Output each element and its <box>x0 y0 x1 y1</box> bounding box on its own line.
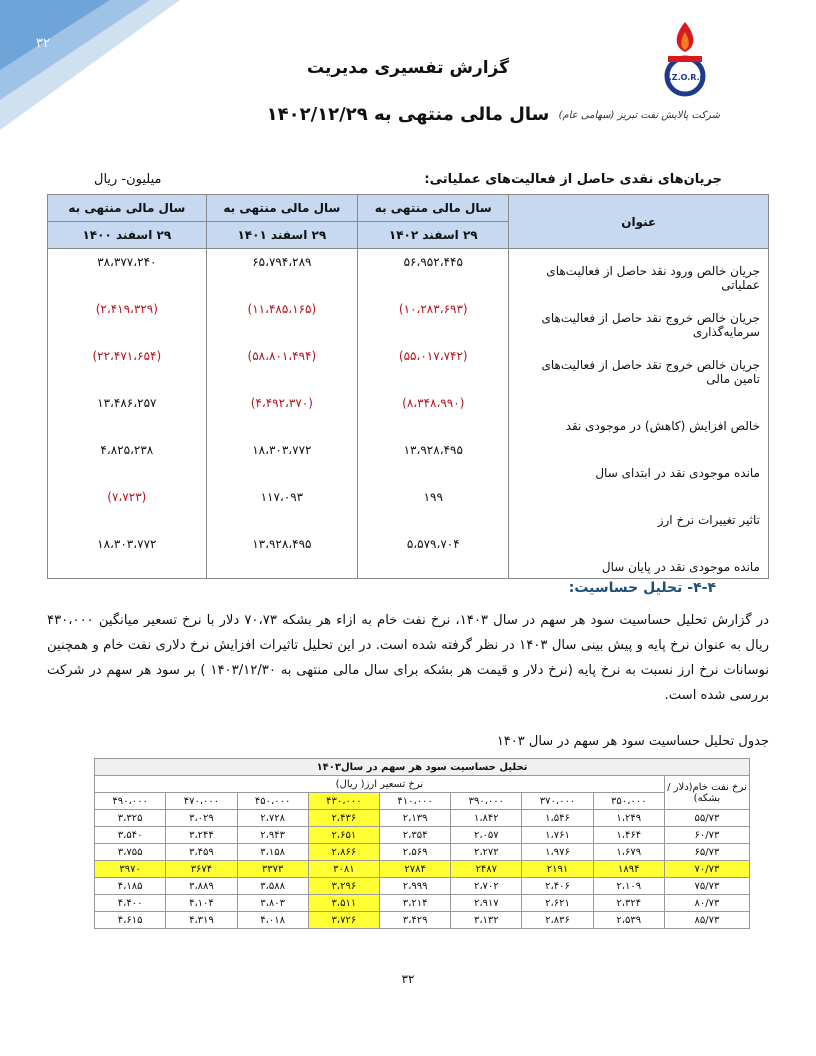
value-1402: (۱۰،۲۸۳،۶۹۳) <box>358 296 509 343</box>
value-1401: ۶۵،۷۹۴،۲۸۹ <box>206 249 357 297</box>
eps-cell: ۲،۳۲۴ <box>593 895 664 912</box>
value-1401: ۱۱۷،۰۹۳ <box>206 484 357 531</box>
eps-cell: ۴،۴۰۰ <box>95 895 166 912</box>
col-1400-header-line2: ۲۹ اسفند ۱۴۰۰ <box>48 222 207 249</box>
value-1402: ۱۳،۹۲۸،۴۹۵ <box>358 437 509 484</box>
fx-rate-cell: ۳۹۰،۰۰۰ <box>451 793 522 810</box>
sensitivity-row <box>95 861 750 878</box>
eps-cell: ۲،۴۰۶ <box>522 878 593 895</box>
row-label: جریان خالص خروج نقد حاصل از فعالیت‌های سرمایه‌گذاری <box>509 296 769 343</box>
eps-cell: ۲،۱۳۹ <box>379 810 450 827</box>
value-1402: ۵،۵۷۹،۷۰۴ <box>358 531 509 579</box>
col-1402-header-line2: ۲۹ اسفند ۱۴۰۲ <box>358 222 509 249</box>
eps-cell: ۲،۸۶۶ <box>308 844 379 861</box>
eps-cell: ۳،۱۳۲ <box>451 912 522 929</box>
eps-cell: ۳،۵۴۰ <box>95 827 166 844</box>
col-title-header: عنوان <box>509 195 769 249</box>
eps-cell: ۴،۶۱۵ <box>95 912 166 929</box>
fx-rate-header: نرخ تسعیر ارز( ریال) <box>95 776 665 793</box>
eps-cell: ۳۰۸۱ <box>308 861 379 878</box>
eps-cell: ۲،۹۱۷ <box>451 895 522 912</box>
row-label: خالص افزایش (کاهش) در موجودی نقد <box>509 390 769 437</box>
eps-cell: ۱،۷۶۱ <box>522 827 593 844</box>
eps-cell: ۲،۹۴۳ <box>237 827 308 844</box>
sensitivity-table-caption: جدول تحلیل حساسیت سود هر سهم در سال ۱۴۰۳ <box>496 734 769 749</box>
value-1401: ۱۳،۹۲۸،۴۹۵ <box>206 531 357 579</box>
eps-cell: ۲،۵۳۹ <box>593 912 664 929</box>
value-1402: (۸،۳۴۸،۹۹۰) <box>358 390 509 437</box>
eps-cell: ۱،۶۷۹ <box>593 844 664 861</box>
sensitivity-table-title: تحلیل حساسیت سود هر سهم در سال۱۴۰۳ <box>95 759 750 776</box>
sensitivity-table <box>94 758 750 929</box>
value-1402: (۵۵،۰۱۷،۷۴۲) <box>358 343 509 390</box>
eps-cell: ۳،۵۱۱ <box>308 895 379 912</box>
sensitivity-row <box>95 844 750 861</box>
page-number-top: ۳۲ <box>36 36 50 51</box>
fx-rate-cell: ۳۷۰،۰۰۰ <box>522 793 593 810</box>
eps-cell: ۲،۲۷۲ <box>451 844 522 861</box>
crude-rate-cell: ۵۵/۷۳ <box>664 810 749 827</box>
sensitivity-section-title: ۴-۴- تحلیل حساسیت: <box>568 580 716 596</box>
value-1400: ۴،۸۲۵،۲۳۸ <box>48 437 207 484</box>
sensitivity-row <box>95 878 750 895</box>
col-1402-header-line1: سال مالی منتهی به <box>358 195 509 222</box>
eps-cell: ۳،۵۸۸ <box>237 878 308 895</box>
eps-cell: ۴،۰۱۸ <box>237 912 308 929</box>
report-subtitle: سال مالی منتهی به ۱۴۰۲/۱۲/۲۹ <box>266 104 550 125</box>
fx-rate-cell: ۴۷۰،۰۰۰ <box>166 793 237 810</box>
eps-cell: ۴،۱۸۵ <box>95 878 166 895</box>
table-row <box>48 343 769 390</box>
eps-cell: ۴،۳۱۹ <box>166 912 237 929</box>
eps-cell: ۳۶۷۴ <box>166 861 237 878</box>
table-row <box>48 249 769 297</box>
eps-cell: ۳،۷۲۶ <box>308 912 379 929</box>
value-1400: (۲۲،۴۷۱،۶۵۴) <box>48 343 207 390</box>
fx-rate-cell: ۴۳۰،۰۰۰ <box>308 793 379 810</box>
eps-cell: ۲،۳۵۴ <box>379 827 450 844</box>
sensitivity-row <box>95 912 750 929</box>
eps-cell: ۳،۱۵۸ <box>237 844 308 861</box>
eps-cell: ۳۳۷۳ <box>237 861 308 878</box>
eps-cell: ۳،۰۲۹ <box>166 810 237 827</box>
value-1401: ۱۸،۳۰۳،۷۷۲ <box>206 437 357 484</box>
eps-cell: ۳،۸۸۹ <box>166 878 237 895</box>
row-label: جریان خالص خروج نقد حاصل از فعالیت‌های تامین مالی <box>509 343 769 390</box>
eps-cell: ۳،۷۵۵ <box>95 844 166 861</box>
crude-rate-cell: ۷۰/۷۳ <box>664 861 749 878</box>
eps-cell: ۱،۹۷۶ <box>522 844 593 861</box>
crude-rate-cell: ۶۵/۷۳ <box>664 844 749 861</box>
col-1401-header-line1: سال مالی منتهی به <box>206 195 357 222</box>
crude-rate-cell: ۸۰/۷۳ <box>664 895 749 912</box>
row-label: جریان خالص ورود نقد حاصل از فعالیت‌های عملیاتی <box>509 249 769 297</box>
sensitivity-row <box>95 895 750 912</box>
eps-cell: ۲۱۹۱ <box>522 861 593 878</box>
value-1400: ۳۸،۳۷۷،۲۴۰ <box>48 249 207 297</box>
value-1400: (۷،۷۲۳) <box>48 484 207 531</box>
sensitivity-row <box>95 810 750 827</box>
cashflow-section-title: جریان‌های نقدی حاصل از فعالیت‌های عملیاتی: <box>424 172 722 187</box>
table-row <box>48 437 769 484</box>
unit-label: میلیون- ریال <box>94 172 162 187</box>
logo-text: T.Z.O.R.C <box>664 73 706 82</box>
fx-rate-cell: ۴۱۰،۰۰۰ <box>379 793 450 810</box>
col-1401-header-line2: ۲۹ اسفند ۱۴۰۱ <box>206 222 357 249</box>
crude-rate-cell: ۶۰/۷۳ <box>664 827 749 844</box>
eps-cell: ۳۹۷۰ <box>95 861 166 878</box>
crude-rate-cell: ۸۵/۷۳ <box>664 912 749 929</box>
table-row <box>48 531 769 579</box>
report-title: گزارش تفسیری مدیریت <box>306 58 510 78</box>
eps-cell: ۱،۲۴۹ <box>593 810 664 827</box>
value-1400: ۱۳،۴۸۶،۲۵۷ <box>48 390 207 437</box>
eps-cell: ۳،۲۹۶ <box>308 878 379 895</box>
row-label: تاثیر تغییرات نرخ ارز <box>509 484 769 531</box>
eps-cell: ۲،۰۵۷ <box>451 827 522 844</box>
eps-cell: ۴،۱۰۴ <box>166 895 237 912</box>
value-1401: (۱۱،۴۸۵،۱۶۵) <box>206 296 357 343</box>
sensitivity-paragraph: در گزارش تحلیل حساسیت سود هر سهم در سال ۱۴۰۳، نرخ نفت خام به ازاء هر بشکه ۷۰،۷۳ دلار با نرخ تسعیر میانگین ۴۳۰،۰۰۰ ریال به عنوان نرخ پایه و پیش بینی سال ۱۴۰۳ در نظر گرفته شده است. در این تحلیل تاثیرات افزایش نرخ دلاری نفت خام و همچنین نوسانات نرخ ارز نسبت به نرخ پایه (نرخ دلار و قیمت هر بشکه برای سال مالی منتهی به ۱۴۰۳/۱۲/۳۰ ) بر سود هر سهم در شرکت بررسی شده است. <box>47 613 770 703</box>
eps-cell: ۳،۲۱۴ <box>379 895 450 912</box>
value-1400: ۱۸،۳۰۳،۷۷۲ <box>48 531 207 579</box>
cashflow-table <box>47 194 769 579</box>
table-row <box>48 484 769 531</box>
value-1402: ۵۶،۹۵۲،۴۴۵ <box>358 249 509 297</box>
col-1400-header-line1: سال مالی منتهی به <box>48 195 207 222</box>
eps-cell: ۲،۷۲۸ <box>237 810 308 827</box>
eps-cell: ۳،۳۲۵ <box>95 810 166 827</box>
eps-cell: ۲۴۸۷ <box>451 861 522 878</box>
value-1401: (۵۸،۸۰۱،۴۹۴) <box>206 343 357 390</box>
fx-rate-cell: ۴۵۰،۰۰۰ <box>237 793 308 810</box>
fx-rate-cell: ۴۹۰،۰۰۰ <box>95 793 166 810</box>
row-label: مانده موجودی نقد در ابتدای سال <box>509 437 769 484</box>
eps-cell: ۲،۵۶۹ <box>379 844 450 861</box>
eps-cell: ۲۷۸۴ <box>379 861 450 878</box>
eps-cell: ۱،۴۶۴ <box>593 827 664 844</box>
table-row <box>48 296 769 343</box>
eps-cell: ۲،۶۲۱ <box>522 895 593 912</box>
eps-cell: ۱،۸۴۲ <box>451 810 522 827</box>
eps-cell: ۳،۴۲۹ <box>379 912 450 929</box>
eps-cell: ۲،۴۳۶ <box>308 810 379 827</box>
value-1402: ۱۹۹ <box>358 484 509 531</box>
crude-rate-cell: ۷۵/۷۳ <box>664 878 749 895</box>
company-caption: شرکت پالایش نفت تبریز (سهامی عام) <box>558 110 720 121</box>
eps-cell: ۳،۲۴۴ <box>166 827 237 844</box>
value-1401: (۴،۴۹۲،۳۷۰) <box>206 390 357 437</box>
row-label: مانده موجودی نقد در پایان سال <box>509 531 769 579</box>
sensitivity-row <box>95 827 750 844</box>
fx-rate-cell: ۳۵۰،۰۰۰ <box>593 793 664 810</box>
table-row <box>48 390 769 437</box>
value-1400: (۲،۴۱۹،۳۲۹) <box>48 296 207 343</box>
eps-cell: ۳،۸۰۳ <box>237 895 308 912</box>
eps-cell: ۲،۸۳۶ <box>522 912 593 929</box>
eps-cell: ۱،۵۴۶ <box>522 810 593 827</box>
eps-cell: ۱۸۹۴ <box>593 861 664 878</box>
eps-cell: ۲،۱۰۹ <box>593 878 664 895</box>
eps-cell: ۲،۹۹۹ <box>379 878 450 895</box>
eps-cell: ۲،۷۰۲ <box>451 878 522 895</box>
crude-rate-header: نرخ نفت خام(دلار /بشکه) <box>664 776 749 810</box>
page-number-bottom: ۳۲ <box>401 972 415 986</box>
eps-cell: ۲،۶۵۱ <box>308 827 379 844</box>
eps-cell: ۳،۴۵۹ <box>166 844 237 861</box>
